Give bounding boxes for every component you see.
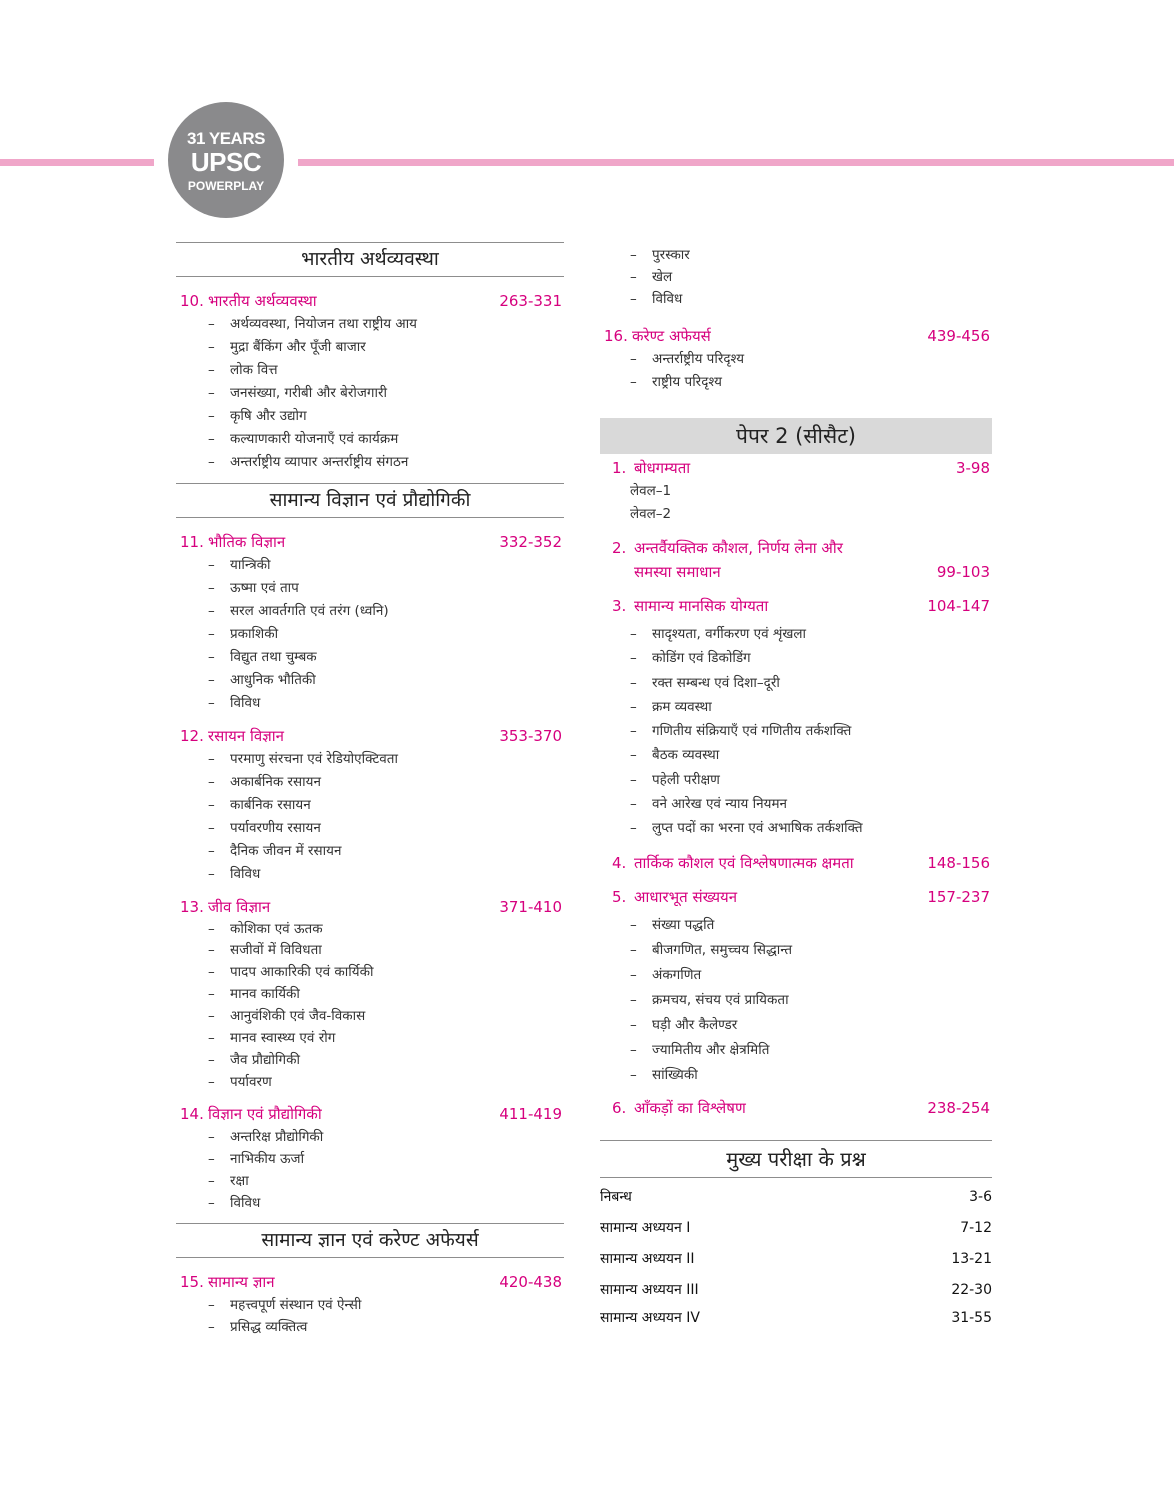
subtopic: – नाभिकीय ऊर्जा [208,1151,305,1167]
chapter-pages: 99-103 [936,563,990,581]
chapter-pages: 439-456 [927,327,990,345]
badge-line-1: 31 YEARS [187,129,265,148]
chapter-pages: 420-438 [499,1273,562,1291]
subtopic: – विविध [208,1195,261,1211]
chapter-title: बोधगम्यता [634,459,691,477]
subtopic: – पुरस्कार [630,247,690,263]
subtopic: – राष्ट्रीय परिदृश्य [630,374,722,390]
header-rule-left [0,159,154,166]
chapter-title: भौतिक विज्ञान [208,533,286,551]
subtopic: – पर्यावरण [208,1074,272,1090]
chapter-title: आँकड़ों का विश्लेषण [634,1098,746,1117]
chapter-pages: 411-419 [499,1105,562,1123]
subtopic: – सांख्यिकी [630,1066,698,1083]
subtopic: – अंकगणित [630,966,702,983]
chapter-title: अन्तर्वैयक्तिक कौशल, निर्णय लेना और [634,539,843,557]
chapter-number: 3. [612,597,627,615]
subtopic: – ऊष्मा एवं ताप [208,580,299,596]
chapter-number: 6. [612,1098,627,1117]
mains-label: सामान्य अध्ययन I [600,1219,691,1236]
chapter-title-row-continued[interactable] [600,560,992,584]
subtopic: – लुप्त पदों का भरना एवं अभाषिक तर्कशक्ति [630,820,863,837]
mains-pages: 3-6 [969,1188,992,1205]
section-heading-mains-questions: मुख्य परीक्षा के प्रश्न [600,1140,992,1178]
subtopic: – जैव प्रौद्योगिकी [208,1052,300,1068]
subtopic: – अन्तरिक्ष प्रौद्योगिकी [208,1129,324,1145]
mains-row[interactable] [600,1213,992,1244]
subtopic: – कोडिंग एवं डिकोडिंग [630,650,751,667]
subtopic: – आधुनिक भौतिकी [208,672,316,688]
badge-line-2: UPSC [190,147,262,177]
chapter-title-row[interactable] [176,895,564,919]
chapter-pages: 104-147 [927,597,990,615]
chapter-title-row[interactable] [600,456,992,480]
subtopic: – मानव कार्यिकी [208,986,300,1002]
chapter-title: आधारभूत संख्ययन [634,887,738,906]
chapter-number: 15. [180,1273,204,1291]
subtopic: – बीजगणित, समुच्चय सिद्धान्त [630,941,793,958]
chapter-title: करेण्ट अफेयर्स [632,327,711,345]
subtopic: – यान्त्रिकी [208,557,271,573]
chapter-title: जीव विज्ञान [208,898,271,916]
subtopic: – दैनिक जीवन में रसायन [208,843,342,859]
subtopic: – अकार्बनिक रसायन [208,774,322,790]
chapter-title-row[interactable] [600,594,992,618]
chapter-title-row[interactable] [600,885,992,909]
section-heading-science: सामान्य विज्ञान एवं प्रौद्योगिकी [176,483,564,518]
subtopic: – खेल [630,269,673,285]
csat-chapter-6 [600,1096,992,1120]
mains-row[interactable] [600,1182,992,1213]
chapter-pages: 3-98 [955,459,990,477]
subtopic: – सजीवों में विविधता [208,942,322,958]
subtopic: – क्रमचय, संचय एवं प्रायिकता [630,991,789,1008]
mains-pages: 7-12 [960,1219,992,1236]
subtopic: – ज्यामितीय और क्षेत्रमिति [630,1041,770,1058]
chapter-number: 14. [180,1105,204,1123]
chapter-pages: 238-254 [927,1098,990,1117]
chapter-pages: 263-331 [499,292,562,310]
subtopic: – प्रकाशिकी [208,626,279,642]
chapter-number: 1. [612,459,627,477]
section-heading-gk-current-affairs: सामान्य ज्ञान एवं करेण्ट अफेयर्स [176,1223,564,1258]
subtopic: – वने आरेख एवं न्याय नियमन [630,796,788,813]
chapter-pages: 332-352 [499,533,562,551]
csat-chapter-5 [600,885,992,1088]
subtopic: – विविध [208,866,261,882]
chapter-number: 2. [612,539,627,557]
chapter-title-row[interactable] [600,324,992,348]
csat-chapter-1 [600,456,992,526]
chapter-pages: 371-410 [499,898,562,916]
chapter-title-row[interactable] [176,289,564,313]
mains-label: सामान्य अध्ययन II [600,1250,695,1267]
chapter-number: 16. [604,327,628,345]
subtopic: – विद्युत तथा चुम्बक [208,649,317,665]
section-heading-economy: भारतीय अर्थव्यवस्था [176,242,564,277]
chapter-title-line-2: समस्या समाधान [634,563,721,581]
toc-right-column [600,244,992,1330]
chapter-title-row[interactable] [600,536,992,560]
chapter-number: 11. [180,533,204,551]
mains-pages: 31-55 [951,1309,992,1326]
mains-label: सामान्य अध्ययन III [600,1281,699,1298]
chapter-10 [176,289,564,474]
subtopic: – आनुवंशिकी एवं जैव-विकास [208,1008,366,1024]
mains-row[interactable] [600,1306,992,1330]
subtopic: – लोक वित्त [208,362,278,378]
subtopic: – पहेली परीक्षण [630,771,720,788]
mains-pages: 13-21 [951,1250,992,1267]
badge-line-3: POWERPLAY [187,179,265,193]
chapter-title-row[interactable] [176,724,564,748]
chapter-title-row[interactable] [176,530,564,554]
subtopic: – सादृश्यता, वर्गीकरण एवं शृंखला [630,626,807,642]
mains-row[interactable] [600,1275,992,1306]
mains-label: सामान्य अध्ययन IV [600,1309,700,1326]
subtopic: – कार्बनिक रसायन [208,797,311,813]
subtopic: – अन्तर्राष्ट्रीय व्यापार अन्तर्राष्ट्रीय संगठन [208,454,409,470]
subtopic: – प्रसिद्ध व्यक्तित्व [208,1319,308,1335]
subtopic: – विविध [630,291,683,307]
csat-chapter-3 [600,594,992,841]
mains-row[interactable] [600,1244,992,1275]
chapter-11 [176,530,564,715]
subtopic: लेवल–1 [630,483,672,499]
chapter-title: भारतीय अर्थव्यवस्था [208,292,317,310]
chapter-title: सामान्य मानसिक योग्यता [634,597,769,615]
subtopic: – पादप आकारिकी एवं कार्यिकी [208,964,374,980]
subtopic: – गणितीय संक्रियाएँ एवं गणितीय तर्कशक्ति [630,723,852,740]
csat-chapter-4 [600,851,992,875]
series-badge-logo [168,102,284,218]
subtopic: – विविध [208,695,261,711]
chapter-pages: 148-156 [927,853,990,872]
chapter-title: रसायन विज्ञान [208,727,285,745]
subtopic: – महत्त्वपूर्ण संस्थान एवं ऐन्सी [208,1297,362,1313]
chapter-12 [176,724,564,886]
subtopic: – संख्या पद्धति [630,916,715,933]
subtopic: लेवल–2 [630,506,672,522]
chapter-number: 4. [612,853,627,872]
subtopic: – रक्त सम्बन्ध एवं दिशा–दूरी [630,674,780,691]
chapter-title: विज्ञान एवं प्रौद्योगिकी [208,1105,322,1123]
subtopic: – परमाणु संरचना एवं रेडियोएक्टिवता [208,751,398,767]
subtopic: – कृषि और उद्योग [208,408,307,424]
chapter-title-row[interactable] [176,1102,564,1126]
chapter-title-row[interactable] [600,851,992,875]
chapter-title-row[interactable] [176,1270,564,1294]
chapter-title-row[interactable] [600,1096,992,1120]
chapter-14 [176,1102,564,1214]
subtopic: – पर्यावरणीय रसायन [208,820,321,836]
chapter-title: तार्किक कौशल एवं विश्लेषणात्मक क्षमता [634,853,854,872]
subtopic: – कोशिका एवं ऊतक [208,921,323,937]
chapter-15 [176,1270,564,1338]
subtopic: – क्रम व्यवस्था [630,698,712,715]
chapter-number: 5. [612,887,627,906]
mains-label: निबन्ध [600,1188,632,1205]
subtopic: – अर्थव्यवस्था, नियोजन तथा राष्ट्रीय आय [208,316,417,332]
subtopic: – मानव स्वास्थ्य एवं रोग [208,1030,336,1046]
chapter-number: 13. [180,898,204,916]
csat-chapter-2 [600,536,992,584]
subtopic: – रक्षा [208,1173,249,1189]
section-heading-paper-2-csat: पेपर 2 (सीसैट) [600,418,992,454]
chapter-number: 12. [180,727,204,745]
subtopic: – घड़ी और कैलेण्डर [630,1016,738,1033]
subtopic: – सरल आवर्तगति एवं तरंग (ध्वनि) [208,603,389,619]
chapter-13 [176,895,564,1093]
subtopic: – बैठक व्यवस्था [630,747,720,764]
chapter-15-continued [600,244,992,310]
chapter-title: सामान्य ज्ञान [208,1273,275,1291]
chapter-pages: 157-237 [927,887,990,906]
mains-pages: 22-30 [951,1281,992,1298]
chapter-pages: 353-370 [499,727,562,745]
chapter-16 [600,324,992,394]
subtopic: – अन्तर्राष्ट्रीय परिदृश्य [630,351,745,367]
chapter-number: 10. [180,292,204,310]
header-rule-right [298,159,1174,166]
subtopic: – मुद्रा बैंकिंग और पूँजी बाजार [208,339,366,355]
toc-left-column [176,242,564,1347]
subtopic: – कल्याणकारी योजनाएँ एवं कार्यक्रम [208,431,399,447]
subtopic: – जनसंख्या, गरीबी और बेरोजगारी [208,385,388,401]
